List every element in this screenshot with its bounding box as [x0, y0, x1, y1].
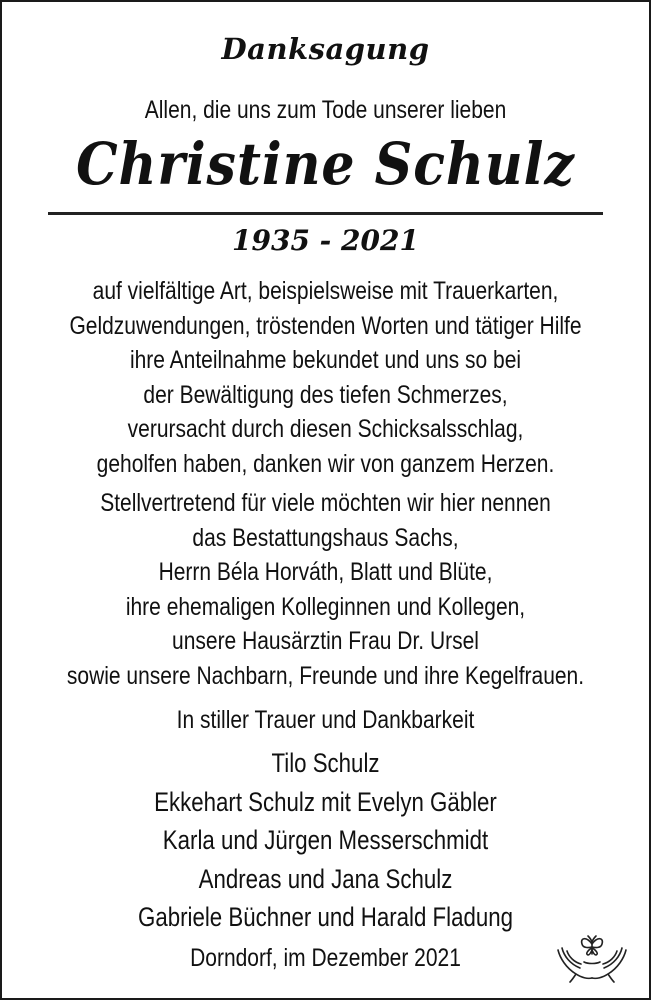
mourner-name: Ekkehart Schulz mit Evelyn Gäbler	[154, 786, 497, 817]
closing-line: In stiller Trauer und Dankbarkeit	[176, 706, 475, 734]
thanks-paragraph	[54, 274, 597, 481]
text-line: unsere Hausärztin Frau Dr. Ursel	[172, 627, 479, 655]
text-line: ihre ehemaligen Kolleginnen und Kollegen,	[125, 592, 526, 621]
mourner-name: Andreas und Jana Schulz	[198, 863, 453, 894]
text-line: Stellvertretend für viele möchten wir hier nennen	[100, 489, 551, 517]
text-line: sowie unsere Nachbarn, Freunde und ihre Kegelfrauen.	[66, 661, 585, 690]
text-line: ihre Anteilnahme bekundet und uns so bei	[129, 346, 522, 374]
text-line: das Bestattungshaus Sachs,	[192, 523, 459, 552]
text-line: Geldzuwendungen, tröstenden Worten und tätiger Hilfe	[69, 311, 582, 340]
mourner-name: Karla und Jürgen Messerschmidt	[162, 825, 489, 855]
text-line: verursacht durch diesen Schicksalsschlag,	[127, 415, 524, 443]
text-line: Herrn Béla Horváth, Blatt und Blüte,	[158, 558, 493, 586]
text-line: auf vielfältige Art, beispielsweise mit Trauerkarten,	[92, 277, 559, 305]
text-line: geholfen haben, danken wir von ganzem Herzen.	[96, 449, 555, 478]
place-date: Dorndorf, im Dezember 2021	[190, 944, 461, 972]
divider	[48, 212, 603, 215]
acknowledgements-paragraph	[54, 486, 597, 693]
mourners-list	[54, 744, 597, 937]
intro-line: Allen, die uns zum Tode unserer lieben	[144, 96, 507, 124]
mourner-name: Gabriele Büchner und Harald Fladung	[138, 902, 513, 932]
mourner-name: Tilo Schulz	[271, 748, 380, 778]
life-years: 1935 - 2021	[232, 224, 419, 257]
hands-butterfly-icon	[554, 928, 630, 984]
heading: Danksagung	[221, 32, 430, 66]
deceased-name: Christine Schulz	[76, 130, 575, 198]
text-line: der Bewältigung des tiefen Schmerzes,	[143, 380, 508, 409]
